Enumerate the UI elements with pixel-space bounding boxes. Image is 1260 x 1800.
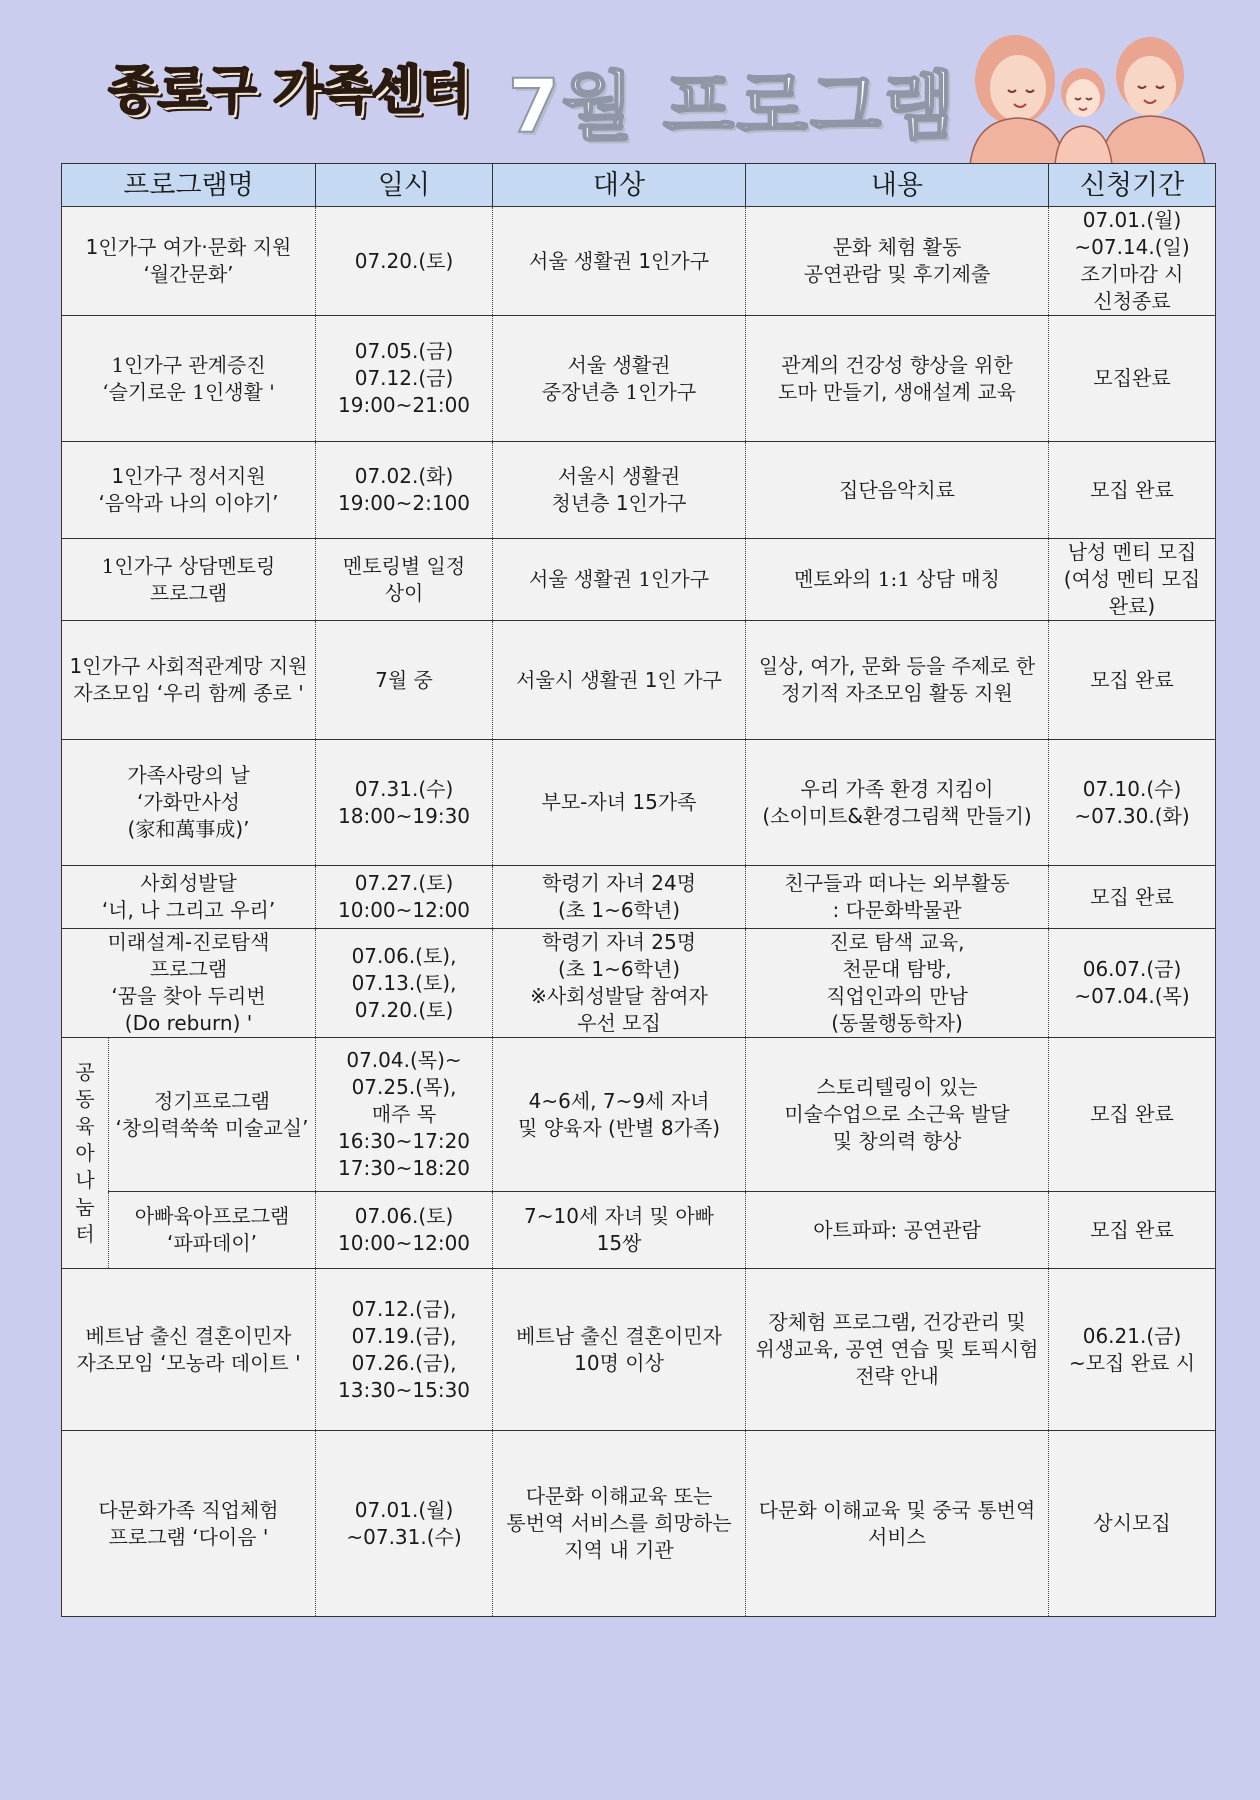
cell-line: 멘토와의 1:1 상담 매칭 — [794, 567, 1000, 591]
group-label-char: 나 — [75, 1167, 95, 1192]
cell-line: ‘너, 나 그리고 우리’ — [101, 898, 276, 922]
cell-line: 서울시 생활권 1인 가구 — [516, 667, 722, 692]
cell-line: 및 창의력 향상 — [832, 1129, 962, 1153]
cell-name — [62, 207, 316, 316]
cell-line: 07.06.(토), — [351, 943, 457, 968]
group-label-char: 터 — [75, 1221, 95, 1246]
cell-line: 4~6세, 7~9세 자녀 — [528, 1088, 710, 1113]
table-header-row — [62, 164, 1216, 207]
cell-date — [316, 1269, 493, 1431]
cell-line: 07.06.(토) — [354, 1204, 454, 1228]
col-header-content: 내용 — [746, 164, 1049, 207]
cell-line: 친구들과 떠나는 외부활동 — [784, 871, 1010, 895]
cell-line: 조기마감 시 — [1080, 262, 1184, 286]
cell-line: 관계의 건강성 향상을 위한 — [781, 352, 1013, 377]
group-label-char: 공 — [75, 1059, 95, 1084]
cell-line: 학령기 자녀 25명 — [541, 930, 697, 954]
group-label-char: 동 — [75, 1086, 95, 1111]
cell-line: 07.01.(월) — [354, 1497, 454, 1522]
cell-date — [316, 1038, 493, 1192]
cell-content — [746, 539, 1049, 621]
cell-date — [316, 207, 493, 316]
cell-period — [1049, 1192, 1216, 1269]
group-label-cell — [62, 1038, 109, 1269]
cell-line: 모집완료 — [1093, 366, 1171, 390]
cell-content — [746, 740, 1049, 866]
cell-line: ~07.14.(일) — [1074, 235, 1190, 259]
cell-line: 07.20.(토) — [354, 997, 454, 1022]
cell-line: 13:30~15:30 — [338, 1377, 471, 1402]
family-illustration — [950, 20, 1220, 165]
col-header-name: 프로그램명 — [62, 164, 316, 207]
col-header-target: 대상 — [493, 164, 746, 207]
cell-line: 진로 탐색 교육, — [829, 930, 965, 954]
cell-line: (소이미트&환경그림책 만들기) — [762, 803, 1032, 828]
cell-content — [746, 929, 1049, 1038]
cell-content — [746, 207, 1049, 316]
cell-content — [746, 621, 1049, 740]
cell-line: 17:30~18:20 — [338, 1156, 471, 1180]
cell-line: 1인가구 사회적관계망 지원 — [69, 654, 308, 678]
cell-line: 프로그램 ‘다이음 ' — [108, 1524, 269, 1549]
cell-line: 1인가구 관계증진 — [111, 352, 266, 377]
cell-line: 07.25.(목), — [351, 1075, 457, 1099]
cell-content — [746, 866, 1049, 929]
cell-line: 집단음악치료 — [839, 477, 955, 502]
cell-line: 1인가구 상담멘토링 — [101, 553, 276, 578]
table-row — [62, 442, 1216, 539]
cell-line: 학령기 자녀 24명 — [541, 871, 697, 895]
cell-line: 19:00~2:100 — [338, 491, 471, 515]
col-header-date: 일시 — [316, 164, 493, 207]
table-row — [62, 539, 1216, 621]
cell-line: 07.02.(화) — [354, 464, 454, 488]
cell-period — [1049, 740, 1216, 866]
page-header — [0, 0, 1260, 165]
cell-period — [1049, 1431, 1216, 1617]
cell-line: 상이 — [384, 580, 424, 605]
cell-content — [746, 316, 1049, 442]
cell-period — [1049, 539, 1216, 621]
cell-line: 천문대 탐방, — [842, 957, 952, 981]
table-row — [62, 1038, 1216, 1192]
cell-target — [493, 207, 746, 316]
cell-line: 7월 중 — [375, 667, 433, 692]
cell-line: 완료) — [1108, 594, 1156, 618]
cell-line: 19:00~21:00 — [338, 393, 471, 417]
cell-content — [746, 1269, 1049, 1431]
cell-line: 모집 완료 — [1090, 477, 1174, 502]
cell-date — [316, 539, 493, 621]
cell-line: 멘토링별 일정 — [342, 553, 466, 578]
cell-line: ‘가화만사성 — [137, 790, 240, 814]
cell-line: 스토리텔링이 있는 — [816, 1075, 978, 1099]
cell-line: 위생교육, 공연 연습 및 토픽시험 — [755, 1337, 1039, 1361]
cell-content — [746, 1431, 1049, 1617]
cell-line: 10:00~12:00 — [338, 1231, 471, 1255]
cell-line: 자조모임 ‘모농라 데이트 ' — [76, 1350, 301, 1375]
cell-target — [493, 1431, 746, 1617]
cell-line: 서울시 생활권 — [557, 464, 681, 488]
cell-line: 가족사랑의 날 — [127, 763, 250, 787]
cell-name — [62, 442, 316, 539]
cell-line: 우리 가족 환경 지킴이 — [800, 776, 994, 801]
cell-line: ‘음악과 나의 이야기’ — [98, 491, 279, 515]
cell-line: 미술수업으로 소근육 발달 — [784, 1102, 1010, 1126]
cell-line: 베트남 출신 결혼이민자 — [516, 1323, 722, 1348]
cell-line: 공연관람 및 후기제출 — [803, 262, 991, 286]
cell-line: 프로그램 — [149, 957, 228, 981]
cell-line: 신청종료 — [1093, 289, 1171, 313]
month-program-title: 7월 프로그램 — [508, 64, 957, 150]
cell-line: 아빠육아프로그램 — [134, 1204, 290, 1228]
cell-line: 및 양육자 (반별 8가족) — [518, 1115, 720, 1140]
cell-period — [1049, 621, 1216, 740]
cell-name — [109, 1192, 316, 1269]
cell-line: ~07.31.(수) — [346, 1524, 462, 1549]
cell-period — [1049, 929, 1216, 1038]
cell-line: 매주 목 — [371, 1102, 437, 1126]
cell-line: 남성 멘티 모집 — [1067, 540, 1197, 564]
cell-date — [316, 316, 493, 442]
cell-target — [493, 1192, 746, 1269]
cell-date — [316, 866, 493, 929]
cell-line: (Do reburn) ' — [124, 1011, 253, 1035]
cell-period — [1049, 1269, 1216, 1431]
cell-line: 지역 내 기관 — [564, 1538, 674, 1562]
program-table — [61, 163, 1216, 1617]
cell-line: (여성 멘티 모집 — [1063, 567, 1201, 591]
cell-line: 06.21.(금) — [1082, 1323, 1182, 1348]
cell-line: 부모-자녀 15가족 — [541, 790, 697, 814]
cell-line: 프로그램 — [149, 580, 228, 605]
cell-line: ~07.30.(화) — [1074, 803, 1190, 828]
table-row — [62, 1192, 1216, 1269]
cell-line: ‘꿈을 찾아 두리번 — [111, 984, 266, 1008]
center-title: 종로구 가족센터 — [108, 61, 470, 121]
cell-line: ‘창의력쑥쑥 미술교실’ — [115, 1115, 309, 1140]
cell-line: ※사회성발달 참여자 — [530, 984, 708, 1008]
cell-date — [316, 442, 493, 539]
cell-target — [493, 539, 746, 621]
cell-line: 07.20.(토) — [354, 248, 454, 273]
cell-name — [62, 316, 316, 442]
cell-line: 18:00~19:30 — [338, 803, 471, 828]
col-header-period: 신청기간 — [1049, 164, 1216, 207]
cell-line: (家和萬事成)’ — [127, 817, 250, 841]
cell-line: 정기프로그램 — [154, 1088, 270, 1113]
cell-line: 모집 완료 — [1090, 667, 1174, 692]
cell-line: 상시모집 — [1093, 1511, 1171, 1535]
cell-line: 07.19.(금), — [351, 1323, 457, 1348]
cell-line: 07.10.(수) — [1082, 776, 1182, 801]
cell-name — [62, 929, 316, 1038]
cell-line: 서비스 — [868, 1524, 926, 1549]
cell-period — [1049, 316, 1216, 442]
cell-line: ‘파파데이’ — [167, 1231, 257, 1255]
cell-line: ‘슬기로운 1인생활 ' — [102, 379, 275, 404]
table-row — [62, 1269, 1216, 1431]
cell-line: 우선 모집 — [577, 1011, 661, 1035]
cell-line: 06.07.(금) — [1082, 957, 1182, 981]
cell-line: 07.01.(월) — [1082, 208, 1182, 232]
cell-line: 다문화가족 직업체험 — [98, 1497, 279, 1522]
cell-name — [62, 621, 316, 740]
cell-line: 미래설계-진로탐색 — [107, 930, 270, 954]
table-row — [62, 740, 1216, 866]
table-row — [62, 929, 1216, 1038]
cell-line: 07.13.(토), — [351, 970, 457, 995]
cell-line: 07.05.(금) — [354, 339, 454, 363]
cell-date — [316, 929, 493, 1038]
cell-line: 문화 체험 활동 — [832, 235, 962, 259]
cell-line: 모집 완료 — [1090, 884, 1174, 909]
cell-target — [493, 442, 746, 539]
cell-line: 1인가구 정서지원 — [111, 464, 266, 488]
cell-line: 통번역 서비스를 희망하는 — [506, 1511, 732, 1535]
cell-date — [316, 740, 493, 866]
cell-line: 전략 안내 — [855, 1364, 939, 1388]
cell-line: : 다문화박물관 — [832, 898, 962, 922]
cell-line: 15쌍 — [596, 1231, 642, 1255]
cell-line: 10명 이상 — [574, 1350, 664, 1375]
cell-line: 다문화 이해교육 및 중국 통번역 — [758, 1497, 1036, 1522]
cell-target — [493, 316, 746, 442]
cell-target — [493, 1038, 746, 1192]
cell-line: 다문화 이해교육 또는 — [525, 1484, 713, 1508]
cell-line: 07.26.(금), — [351, 1350, 457, 1375]
cell-line: 7~10세 자녀 및 아빠 — [524, 1204, 714, 1228]
cell-line: 베트남 출신 결혼이민자 — [85, 1323, 292, 1348]
cell-line: 모집 완료 — [1090, 1217, 1174, 1242]
cell-line: ~모집 완료 시 — [1068, 1350, 1196, 1375]
table-row — [62, 1431, 1216, 1617]
cell-line: 16:30~17:20 — [338, 1129, 471, 1153]
cell-line: ‘월간문화’ — [143, 262, 234, 286]
cell-line: 07.27.(토) — [354, 871, 454, 895]
cell-target — [493, 621, 746, 740]
table-row — [62, 866, 1216, 929]
cell-name — [62, 1269, 316, 1431]
cell-line: 장체험 프로그램, 건강관리 및 — [768, 1310, 1026, 1334]
cell-line: 07.12.(금) — [354, 366, 454, 390]
group-label-char: 육 — [75, 1113, 95, 1138]
cell-line: 아트파파: 공연관람 — [813, 1217, 981, 1242]
cell-line: 서울 생활권 1인가구 — [529, 567, 710, 591]
cell-name — [62, 866, 316, 929]
cell-line: 일상, 여가, 문화 등을 주제로 한 — [758, 654, 1036, 678]
cell-target — [493, 929, 746, 1038]
cell-line: 모집 완료 — [1090, 1102, 1174, 1126]
cell-line: 자조모임 ‘우리 함께 종로 ' — [73, 681, 304, 705]
cell-line: 10:00~12:00 — [338, 898, 471, 922]
cell-line: 정기적 자조모임 활동 지원 — [781, 681, 1013, 705]
cell-line: ~07.04.(목) — [1074, 984, 1190, 1008]
cell-line: 직업인과의 만남 — [826, 984, 968, 1008]
cell-line: (동물행동학자) — [831, 1011, 963, 1035]
cell-date — [316, 1192, 493, 1269]
cell-name — [62, 1431, 316, 1617]
cell-name — [109, 1038, 316, 1192]
cell-content — [746, 1038, 1049, 1192]
cell-name — [62, 740, 316, 866]
cell-period — [1049, 866, 1216, 929]
cell-line: 1인가구 여가·문화 지원 — [85, 235, 292, 259]
cell-line: 중장년층 1인가구 — [541, 379, 697, 404]
cell-line: 07.31.(수) — [354, 776, 454, 801]
table-row — [62, 207, 1216, 316]
cell-period — [1049, 442, 1216, 539]
cell-target — [493, 866, 746, 929]
cell-period — [1049, 207, 1216, 316]
cell-line: 서울 생활권 — [567, 352, 671, 377]
cell-line: (초 1~6학년) — [557, 957, 681, 981]
group-label-char: 아 — [75, 1140, 95, 1165]
cell-date — [316, 621, 493, 740]
cell-target — [493, 1269, 746, 1431]
cell-name — [62, 539, 316, 621]
cell-target — [493, 740, 746, 866]
cell-line: 07.04.(목)~ — [346, 1048, 462, 1072]
table-row — [62, 621, 1216, 740]
cell-line: 사회성발달 — [140, 871, 237, 895]
cell-content — [746, 442, 1049, 539]
table-row — [62, 316, 1216, 442]
cell-line: (초 1~6학년) — [557, 898, 681, 922]
cell-line: 서울 생활권 1인가구 — [529, 248, 710, 273]
group-label-char: 눔 — [75, 1194, 95, 1219]
cell-line: 도마 만들기, 생애설계 교육 — [778, 379, 1016, 404]
cell-line: 07.12.(금), — [351, 1296, 457, 1321]
cell-content — [746, 1192, 1049, 1269]
cell-line: 청년층 1인가구 — [551, 491, 687, 515]
cell-period — [1049, 1038, 1216, 1192]
cell-date — [316, 1431, 493, 1617]
